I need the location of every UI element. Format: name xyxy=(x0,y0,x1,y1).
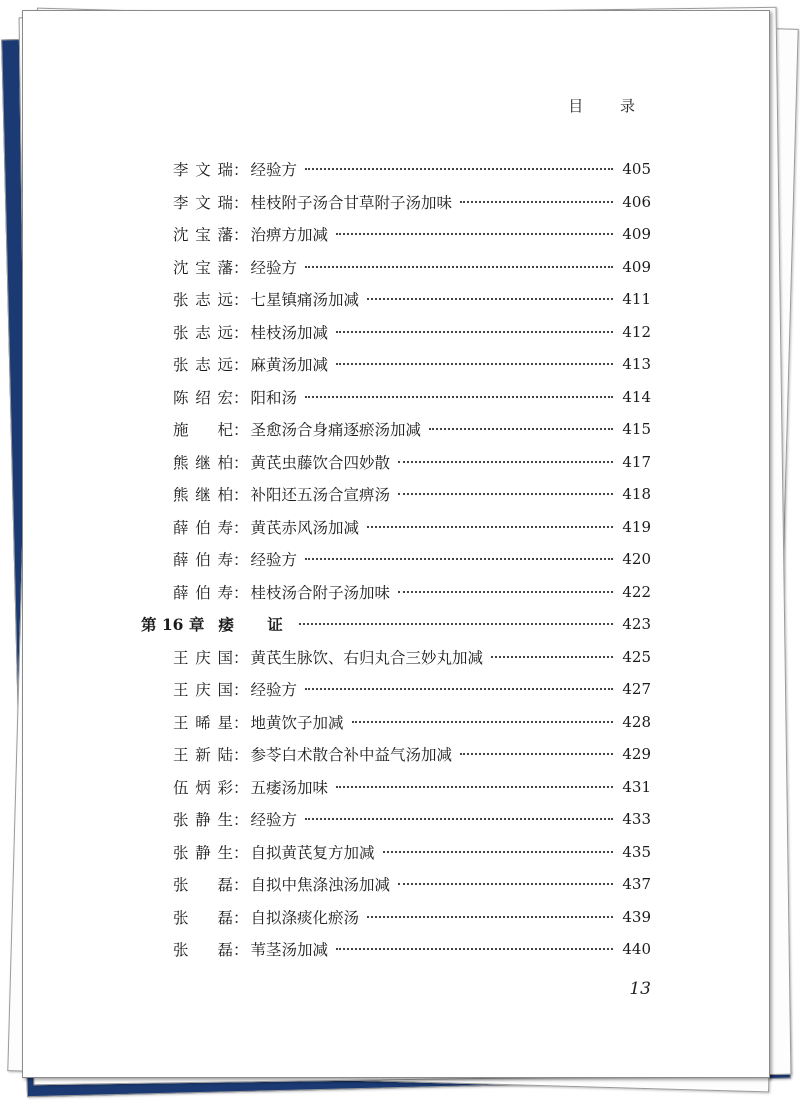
toc-title: 阳和汤 xyxy=(250,389,298,407)
dot-leader xyxy=(305,557,613,560)
toc-entry: 王新陆 ： 参苓白术散合补中益气汤加减 429 xyxy=(173,745,651,764)
toc-page-number: 418 xyxy=(622,485,651,503)
toc-title: 地黄饮子加减 xyxy=(250,714,344,732)
dot-leader xyxy=(429,427,613,430)
toc-title: 黄芪生脉饮、右归丸合三妙丸加减 xyxy=(250,649,484,667)
toc-author: 熊继柏 xyxy=(173,486,233,504)
toc-title: 自拟涤痰化瘀汤 xyxy=(250,909,360,927)
dot-leader xyxy=(491,655,613,658)
toc-entry: 李文瑞 ： 经验方 405 xyxy=(173,160,651,179)
dot-leader xyxy=(305,265,613,268)
toc-entry: 张志远 ： 麻黄汤加减 413 xyxy=(173,355,651,374)
toc-author: 张志远 xyxy=(173,291,233,309)
toc-author: 熊继柏 xyxy=(173,454,233,472)
toc-page-number: 409 xyxy=(622,225,651,243)
toc-author: 沈宝藩 xyxy=(173,226,233,244)
toc-title: 桂枝附子汤合甘草附子汤加味 xyxy=(250,194,453,212)
toc-page-number: 412 xyxy=(622,323,651,341)
dot-leader xyxy=(336,330,613,333)
toc-author: 张 磊 xyxy=(173,941,233,959)
dot-leader xyxy=(398,460,613,463)
toc-entry: 张 磊 ： 苇茎汤加减 440 xyxy=(173,940,651,959)
toc-author: 张志远 xyxy=(173,356,233,374)
dot-leader xyxy=(398,590,613,593)
toc-author: 薛伯寿 xyxy=(173,584,233,602)
toc-author: 薛伯寿 xyxy=(173,551,233,569)
dot-leader xyxy=(460,752,613,755)
toc-title: 参苓白术散合补中益气汤加减 xyxy=(250,746,453,764)
dot-leader xyxy=(367,525,613,528)
dot-leader xyxy=(336,362,613,365)
dot-leader xyxy=(398,492,613,495)
running-head: 目 录 xyxy=(568,97,651,115)
dot-leader xyxy=(336,232,613,235)
toc-entry: 张 磊 ： 自拟涤痰化瘀汤 439 xyxy=(173,908,651,927)
dot-leader xyxy=(305,817,613,820)
toc-title: 经验方 xyxy=(250,811,298,829)
toc-page-number: 427 xyxy=(622,680,651,698)
toc-page-number: 435 xyxy=(622,843,651,861)
dot-leader xyxy=(383,850,613,853)
toc-page-number: 409 xyxy=(622,258,651,276)
toc-entry: 张志远 ： 七星镇痛汤加减 411 xyxy=(173,290,651,309)
dot-leader xyxy=(305,687,613,690)
toc-page-number: 429 xyxy=(622,745,651,763)
toc-author: 薛伯寿 xyxy=(173,519,233,537)
toc-title: 自拟中焦涤浊汤加减 xyxy=(250,876,391,894)
toc-title: 圣愈汤合身痛逐瘀汤加减 xyxy=(250,421,422,439)
toc-author: 陈绍宏 xyxy=(173,389,233,407)
dot-leader xyxy=(336,947,613,950)
toc-title: 经验方 xyxy=(250,681,298,699)
toc-entry: 伍炳彩 ： 五痿汤加味 431 xyxy=(173,778,651,797)
toc-page-number: 422 xyxy=(622,583,651,601)
toc-entry: 沈宝藩 ： 治痹方加减 409 xyxy=(173,225,651,244)
toc-entry: 熊继柏 ： 补阳还五汤合宣痹汤 418 xyxy=(173,485,651,504)
toc-entry: 熊继柏 ： 黄芪虫藤饮合四妙散 417 xyxy=(173,453,651,472)
toc-entry: 薛伯寿 ： 桂枝汤合附子汤加味 422 xyxy=(173,583,651,602)
toc-page-number: 431 xyxy=(622,778,651,796)
dot-leader xyxy=(352,720,613,723)
dot-leader xyxy=(398,882,613,885)
toc-entry: 王庆国 ： 黄芪生脉饮、右归丸合三妙丸加减 425 xyxy=(173,648,651,667)
dot-leader xyxy=(299,622,613,625)
toc-entry: 张 磊 ： 自拟中焦涤浊汤加减 437 xyxy=(173,875,651,894)
toc-entry: 张静生 ： 自拟黄芪复方加减 435 xyxy=(173,843,651,862)
toc-title: 桂枝汤合附子汤加味 xyxy=(250,584,391,602)
toc-author: 张 磊 xyxy=(173,909,233,927)
toc-author: 张志远 xyxy=(173,324,233,342)
dot-leader xyxy=(460,200,613,203)
toc-page-number: 423 xyxy=(622,615,651,633)
toc-author: 李文瑞 xyxy=(173,161,233,179)
dot-leader xyxy=(367,915,613,918)
toc-author: 王庆国 xyxy=(173,681,233,699)
toc-page-number: 417 xyxy=(622,453,651,471)
toc-page-number: 433 xyxy=(622,810,651,828)
toc-author: 伍炳彩 xyxy=(173,779,233,797)
toc-author: 施 杞 xyxy=(173,421,233,439)
toc-page-number: 428 xyxy=(622,713,651,731)
toc-title: 经验方 xyxy=(250,161,298,179)
toc-entry: 陈绍宏 ： 阳和汤 414 xyxy=(173,388,651,407)
toc-title: 麻黄汤加减 xyxy=(250,356,329,374)
toc-entry: 李文瑞 ： 桂枝附子汤合甘草附子汤加味 406 xyxy=(173,193,651,212)
toc-entry: 施 杞 ： 圣愈汤合身痛逐瘀汤加减 415 xyxy=(173,420,651,439)
toc-author: 张静生 xyxy=(173,811,233,829)
toc-entry: 沈宝藩 ： 经验方 409 xyxy=(173,258,651,277)
toc-page-number: 411 xyxy=(622,290,651,308)
toc-chapter-heading xyxy=(141,612,651,636)
toc-entry: 王晞星 ： 地黄饮子加减 428 xyxy=(173,713,651,732)
dot-leader xyxy=(305,395,613,398)
toc-title: 补阳还五汤合宣痹汤 xyxy=(250,486,391,504)
toc-author: 沈宝藩 xyxy=(173,259,233,277)
toc-entry: 张志远 ： 桂枝汤加减 412 xyxy=(173,323,651,342)
toc-title: 自拟黄芪复方加减 xyxy=(250,844,375,862)
dot-leader xyxy=(367,297,613,300)
toc-title: 经验方 xyxy=(250,551,298,569)
chapter-title: 痿 证 xyxy=(218,615,297,634)
toc-title: 治痹方加减 xyxy=(250,226,329,244)
toc-author: 王新陆 xyxy=(173,746,233,764)
toc-page-number: 405 xyxy=(622,160,651,178)
toc-title: 桂枝汤加减 xyxy=(250,324,329,342)
toc-title: 经验方 xyxy=(250,259,298,277)
toc-page-number: 420 xyxy=(622,550,651,568)
toc-author: 张静生 xyxy=(173,844,233,862)
toc-page-number: 419 xyxy=(622,518,651,536)
toc-author: 李文瑞 xyxy=(173,194,233,212)
toc-entry: 薛伯寿 ： 黄芪赤风汤加减 419 xyxy=(173,518,651,537)
toc-title: 黄芪赤风汤加减 xyxy=(250,519,360,537)
page-number-folio: 13 xyxy=(629,979,651,999)
toc-page-number: 406 xyxy=(622,193,651,211)
chapter-number: 第 16 章 xyxy=(141,615,205,634)
toc-page xyxy=(22,10,770,1078)
dot-leader xyxy=(336,785,613,788)
toc-title: 黄芪虫藤饮合四妙散 xyxy=(250,454,391,472)
toc-page-number: 413 xyxy=(622,355,651,373)
toc-page-number: 437 xyxy=(622,875,651,893)
toc-author: 王晞星 xyxy=(173,714,233,732)
toc-page-number: 414 xyxy=(622,388,651,406)
toc-page-number: 415 xyxy=(622,420,651,438)
toc-page-number: 425 xyxy=(622,648,651,666)
toc-page-number: 439 xyxy=(622,908,651,926)
toc-entry: 王庆国 ： 经验方 427 xyxy=(173,680,651,699)
toc-title: 七星镇痛汤加减 xyxy=(250,291,360,309)
toc-author: 王庆国 xyxy=(173,649,233,667)
toc-page-number: 440 xyxy=(622,940,651,958)
toc-author: 张 磊 xyxy=(173,876,233,894)
dot-leader xyxy=(305,167,613,170)
toc-title: 五痿汤加味 xyxy=(250,779,329,797)
toc-title: 苇茎汤加减 xyxy=(250,941,329,959)
toc-entry: 张静生 ： 经验方 433 xyxy=(173,810,651,829)
toc-entry: 薛伯寿 ： 经验方 420 xyxy=(173,550,651,569)
